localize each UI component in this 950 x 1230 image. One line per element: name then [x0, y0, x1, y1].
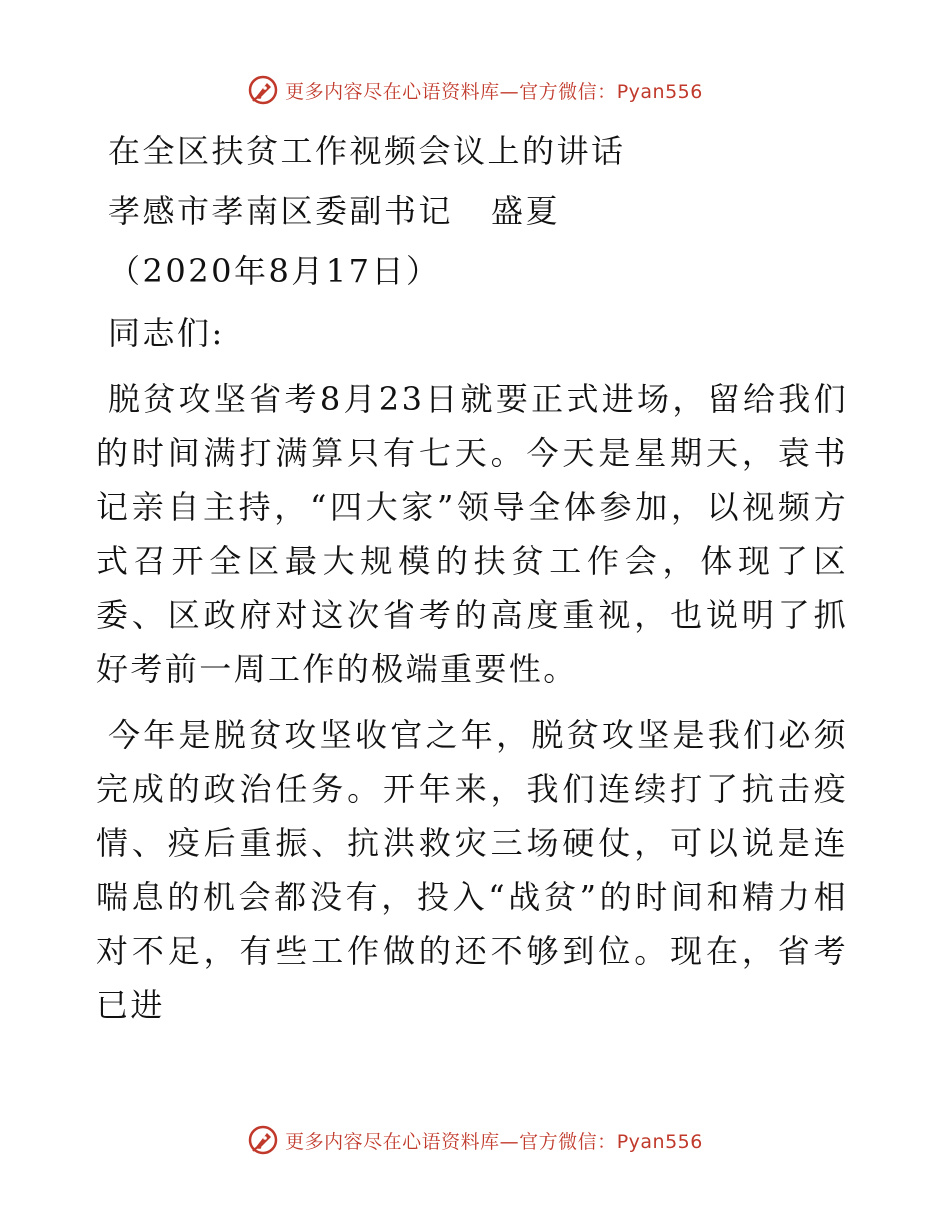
watermark-wechat-label: 官方微信： [519, 80, 617, 103]
watermark-content [247, 1124, 703, 1156]
watermark-banner-top [0, 72, 950, 108]
document-author [108, 184, 848, 238]
watermark-separator: — [499, 1130, 520, 1153]
pen-nib-logo-icon [247, 74, 279, 106]
pen-nib-logo-icon [247, 1124, 279, 1156]
watermark-text [285, 77, 703, 104]
document-body [96, 124, 848, 1032]
watermark-wechat-label: 官方微信： [519, 1130, 617, 1153]
watermark-banner-bottom [0, 1122, 950, 1158]
paragraph: 脱贫攻坚省考8月23日就要正式进场，留给我们的时间满打满算只有七天。今天是星期天，袁书记亲自主持，“四大家”领导全体参加，以视频方式召开全区最大规模的扶贫工作会，体现了区委、区政府对这次省考的高度重视，也说明了抓好考前一周工作的极端重要性。 [96, 380, 848, 688]
watermark-wechat-id: Pyan556 [616, 1130, 703, 1153]
watermark-slogan: 更多内容尽在心语资料库 [285, 1130, 500, 1153]
paragraph: 今年是脱贫攻坚收官之年，脱贫攻坚是我们必须完成的政治任务。开年来，我们连续打了抗击疫情、疫后重振、抗洪救灾三场硬仗，可以说是连喘息的机会都没有，投入“战贫”的时间和精力相对不足，有些工作做的还不够到位。现在，省考已进 [96, 716, 848, 1024]
author-org: 孝感市孝南区委副书记 [108, 192, 454, 230]
watermark-text [285, 1127, 703, 1154]
document-date: （2020年8月17日） [108, 252, 441, 290]
watermark-wechat-id: Pyan556 [616, 80, 703, 103]
watermark-content [247, 74, 703, 106]
author-name: 盛夏 [491, 192, 561, 230]
watermark-slogan: 更多内容尽在心语资料库 [285, 80, 500, 103]
document-greeting: 同志们: [108, 314, 225, 352]
watermark-separator: — [499, 80, 520, 103]
document-title: 在全区扶贫工作视频会议上的讲话 [108, 132, 626, 170]
